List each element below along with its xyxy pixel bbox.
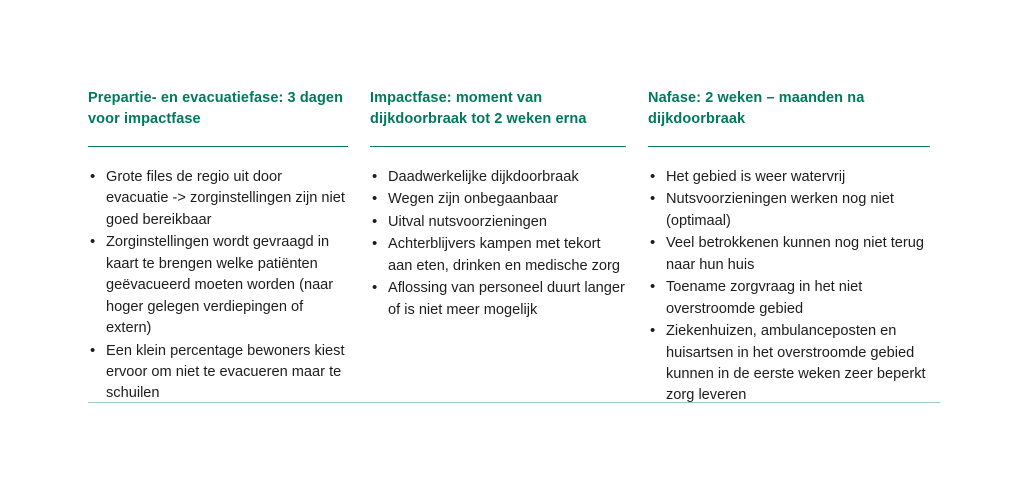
list-item: • Grote files de regio uit door evacuatie -> zorginstellingen zijn niet goed bereikbaar [88,167,348,231]
list-item: • Een klein percentage bewoners kiest ervoor om niet te evacueren maar te schuilen [88,341,348,405]
list-item: • Daadwerkelijke dijkdoorbraak [370,167,626,188]
list-item: • Ziekenhuizen, ambulanceposten en huisartsen in het overstroomde gebied kunnen in de eerste weken zeer beperkt zorg leveren [648,321,930,407]
slide-bottom-divider [88,402,940,403]
bullet-list-impact [370,147,626,321]
column-header-aftermath: Nafase: 2 weken – maanden na dijkdoorbraak [648,90,865,128]
list-item: • Wegen zijn onbegaanbaar [370,189,626,210]
bullet-list-preparation [88,147,348,405]
list-item: • Het gebied is weer watervrij [648,167,930,188]
list-item: • Nutsvoorzieningen werken nog niet (optimaal) [648,189,930,232]
phase-column-impact [370,88,648,322]
list-item: • Aflossing van personeel duurt langer of is niet meer mogelijk [370,278,626,321]
bullet-list-aftermath [648,147,930,407]
column-header-impact: Impactfase: moment van dijkdoorbraak tot 2 weken erna [370,90,587,128]
list-item: • Zorginstellingen wordt gevraagd in kaart te brengen welke patiënten geëvacueerd moeten worden (naar hoger gelegen verdiepingen of extern) [88,232,348,339]
list-item: • Uitval nutsvoorzieningen [370,212,626,233]
list-item: • Achterblijvers kampen met tekort aan eten, drinken en medische zorg [370,234,626,277]
phase-column-preparation [88,88,370,406]
phase-column-aftermath [648,88,940,408]
column-header-preparation: Prepartie- en evacuatiefase: 3 dagen voor impactfase [88,90,344,128]
phase-columns [88,88,940,408]
list-item: • Veel betrokkenen kunnen nog niet terug naar hun huis [648,233,930,276]
list-item: • Toename zorgvraag in het niet overstroomde gebied [648,277,930,320]
